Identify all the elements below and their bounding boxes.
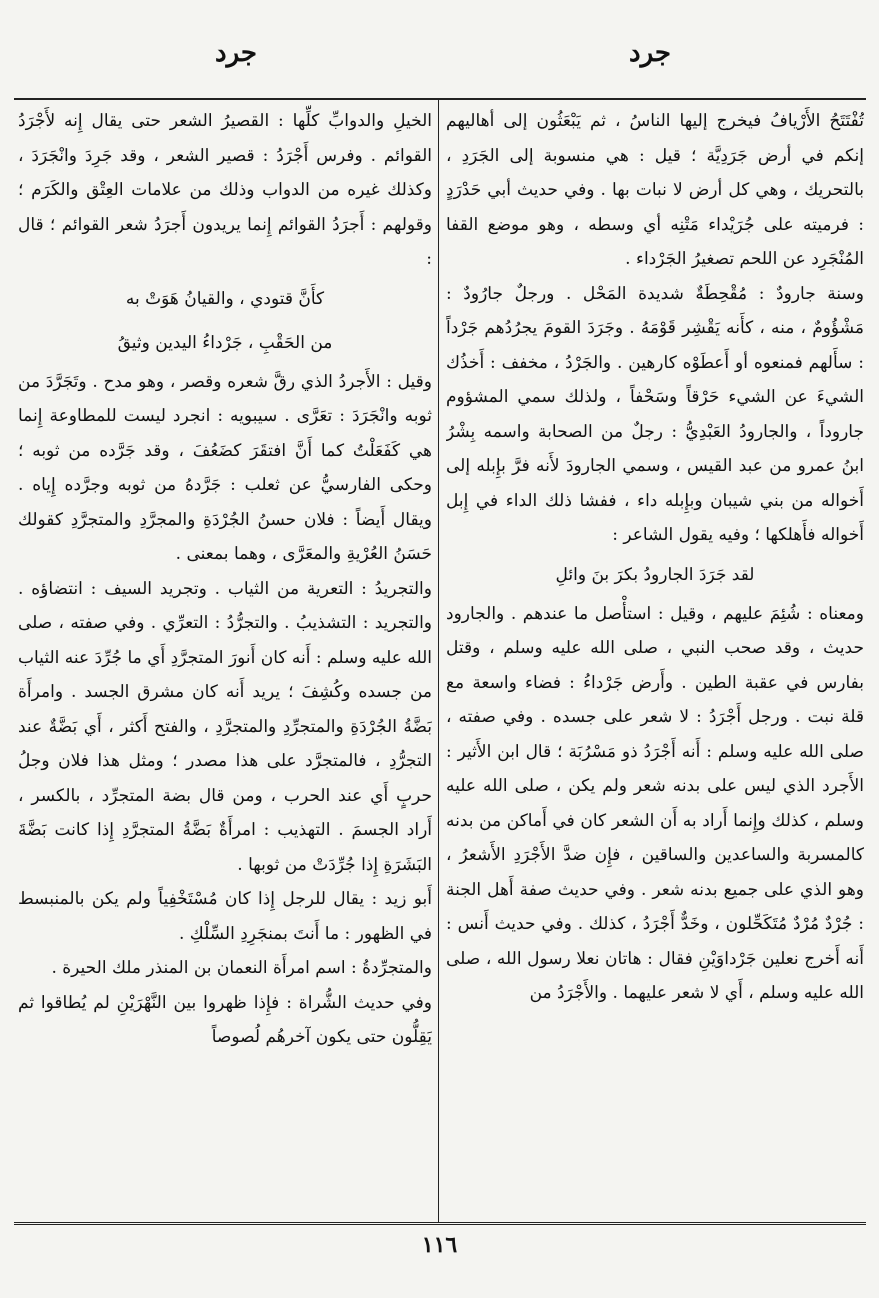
paragraph: والمتجرِّدةُ : اسم امرأَة النعمان بن المنذر ملك الحيرة . (51, 958, 432, 978)
paragraph: والتجريدُ : التعرية من الثياب . وتجريد السيف : انتضاؤه . والتجريد : التشذيبُ . والتجرُّدُ : التعرِّي . وفي صفته ، صلى الله عليه وسلم : أَنه كان أَنورَ المتجرَّدِ أَي ما جُرِّدَ عنه الثياب من جسده وكُشِفَ ؛ يريد أَنه كان مشرق الجسد . وامرأَة بَضَّةُ الجُرْدَةِ والمتجرِّدِ والمتجرَّدِ ، والفتح أَكثر ، أَي بَضَّةٌ عند التجرُّدِ ، فالمتجرَّد على هذا مصدر ؛ ومثل هذا فلان وجلُ حربٍ أَي عند الحرب ، ومن قال بضة المتجرِّد ، بالكسر ، أَراد الجسمَ . التهذيب : امرأَةٌ بَضَّةُ المتجرَّدِ إِذا كانت بَضَّةَ البَشَرَةِ إِذا جُرِّدَتْ من ثوبها . (18, 578, 432, 875)
paragraph: الخيلِ والدوابِّ كلِّها : القصيرُ الشعر حتى يقال إِنه لأَجْرَدُ القوائم . وفرس أَجْرَدُ : قصير الشعر ، وقد جَرِدَ وانْجَرَدَ ، وكذلك غيره من الدواب وذلك من علامات العِتْق والكَرَم ؛ وقولهم : أَجرَدُ القوائم إِنما يريدون أَجرَدُ شعر القوائم ؛ قال : (18, 111, 432, 269)
left-column (18, 104, 432, 1218)
right-column (446, 104, 864, 1218)
paragraph: تُفْتَتَحُ الأَرْيافُ فيخرج إليها الناسُ ، ثم يَبْعَثُون إلى أهاليهم إنكم في أرض جَرَدِيَّة ؛ قيل : هي منسوبة إلى الجَرَدِ ، بالتحريك ، وهي كل أرض لا نبات بها . وفي حديث أبي حَدْرَدٍ : فرميته على جُرَيْداء مَتْنِه أي وسطه ، وهو موضع القفا المُنْجَرِد عن اللحم تصغيرُ الجَرْداء . (446, 111, 864, 269)
page-number: ١١٦ (421, 1232, 458, 1258)
footer-rule (14, 1222, 866, 1225)
paragraph: أَبو زيد : يقال للرجل إِذا كان مُسْتَخْفِياً ولم يكن بالمنبسط في الظهور : ما أَنتَ بمنجَرِدِ السِّلْكِ . (18, 889, 432, 944)
paragraph: وفي حديث الشُّراة : فإِذا ظهروا بين النَّهْرَيْنِ لم يُطاقوا ثم يَقِلُّون حتى يكون آخرهُم لُصوصاً (18, 992, 432, 1047)
paragraph: وسنة جارودٌ : مُقْحِطَةٌ شديدة المَحْل . ورجلٌ جارُودٌ : مَشْؤُومٌ ، منه ، كأَنه يَقْشِر قَوْمَهُ . وجَرَدَ القومَ يجرُدُهم جَرْداً : سأَلهم فمنعوه أو أَعطَوْه كارهين . والجَرْدُ ، مخفف : أَخذُك الشيءَ عن الشيء حَرْقاً وسَحْفاً ، ولذلك سمي المشؤوم جاروداً ، والجارودُ العَبْدِيُّ : رجلٌ من الصحابة واسمه بِشْرُ ابنُ عمرو من عبد القيس ، وسمي الجارودَ لأَنه فرَّ بإِبله إلى أَخواله من بني شيبان وبإِبله داء ، ففشا ذلك الداء في إِبل أَخواله فأَهلكها ؛ وفيه يقول الشاعر : (446, 283, 864, 545)
running-headword-right: جرد (629, 38, 671, 68)
verse-line: كأَنَّ قتودي ، والقيانُ هَوَتْ به (125, 288, 325, 309)
verse-line: من الحَقْبِ ، جَرْداءُ اليدين وثيقُ (117, 332, 333, 353)
header-rule (14, 98, 866, 100)
paragraph: وقيل : الأَجردُ الذي رقَّ شعره وقصر ، وهو مدح . وتَجَرَّدَ من ثوبه وانْجَرَدَ : تعَرَّى . سيبويه : انجرد ليست للمطاوعة إِنما هي كَفَعَلْتُ كما أَنَّ افتقَرَ كضَعُفَ ، وقد جَرَّده من ثوبه ؛ وحكى الفارسيُّ عن ثعلب : جَرَّدهُ من ثوبه وجرَّده إِياه . ويقال أَيضاً : فلان حسنُ الجُرْدَةِ والمجرَّدِ والمتجرَّدِ كقولك حَسَنُ العُرْيةِ والمعَرَّى ، وهما بمعنى . (18, 371, 432, 564)
running-headword-left: جرد (215, 38, 257, 68)
verse-line: لقد جَرَدَ الجارودُ بكرَ بنَ وائلِ (555, 564, 755, 585)
column-divider (438, 100, 439, 1222)
paragraph: ومعناه : شُئِمَ عليهم ، وقيل : استأْصل ما عندهم . والجارود حديث ، وقد صحب النبي ، صلى الله عليه وسلم ، وقتل بفارس في عقبة الطين . وأَرض جَرْداءُ : فضاء واسعة مع قلة نبت . ورجل أَجْرَدُ : لا شعر على جسده . وفي صفته ، صلى الله عليه وسلم : أَنه أَجْرَدُ ذو مَسْرُبَة ؛ قال ابن الأَثير : الأَجرد الذي ليس على بدنه شعر ولم يكن ، صلى الله عليه وسلم ، كذلك وإِنما أَراد به أَن الشعر كان في أَماكن من بدنه كالمسربة والساعدين والساقين ، فإِن ضدَّ الأَجْرَدِ الأَشعرُ ، وهو الذي على جميع بدنه شعر . وفي حديث صفة أَهل الجنة : جُرْدٌ مُرْدٌ مُتَكَحِّلون ، وخَدٌّ أَجْرَدُ ، كذلك . وفي حديث أَنس : أَنه أَخرج نعلين جَرْداوَيْنِ فقال : هاتان نعلا رسول الله ، صلى الله عليه وسلم ، أَي لا شعر عليهما . والأَجْرَدُ من (446, 603, 864, 1003)
